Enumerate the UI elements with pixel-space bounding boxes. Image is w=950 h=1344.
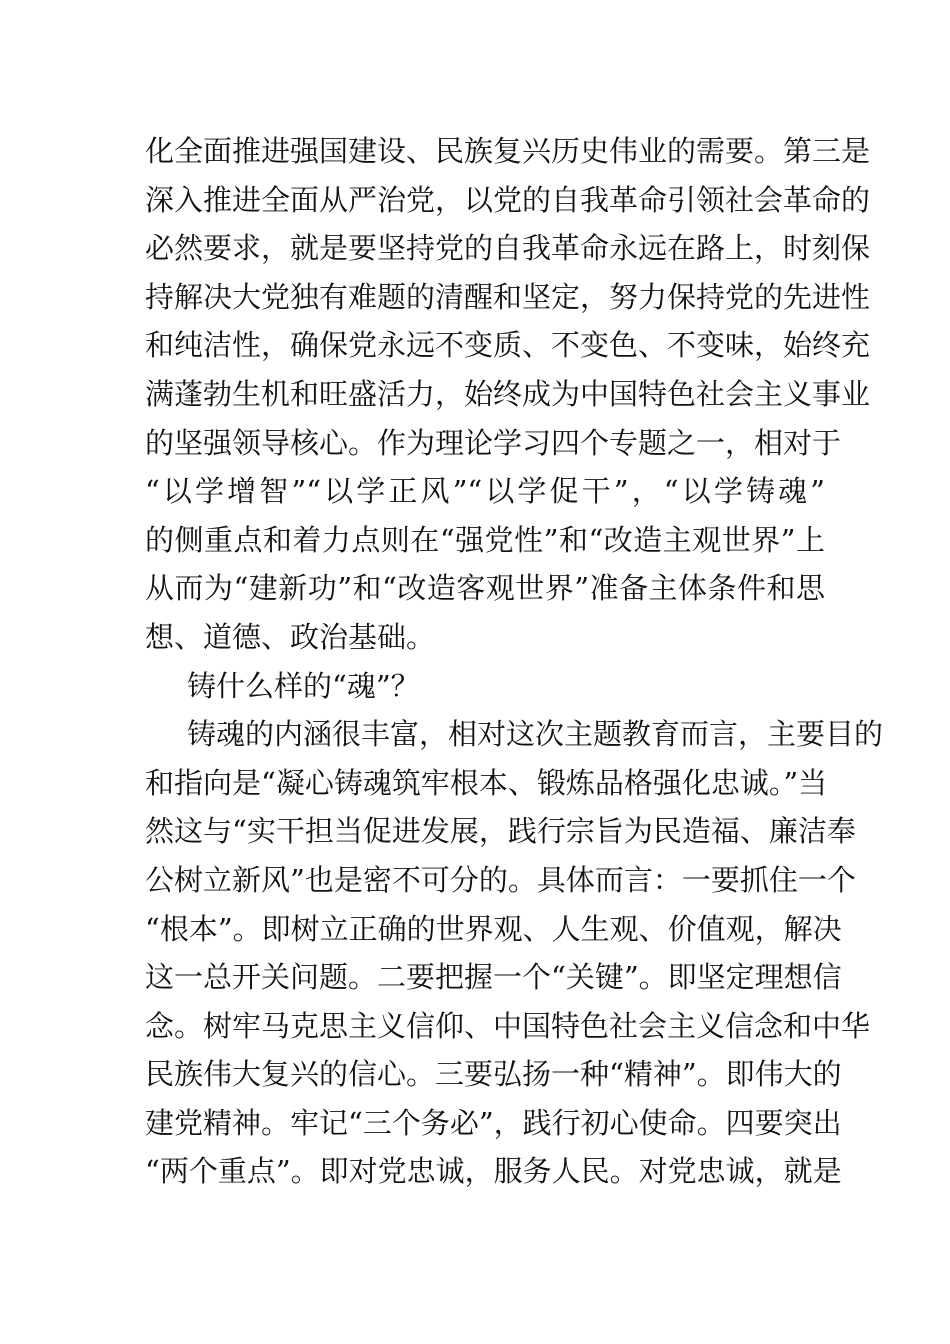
text-line: “根本”。即树立正确的世界观、人生观、价值观，解决 — [145, 911, 842, 946]
text-line: 的侧重点和着力点则在“强党性”和“改造主观世界”上 — [145, 522, 825, 557]
text-line: 建党精神。牢记“三个务必”，践行初心使命。四要突出 — [145, 1105, 842, 1140]
section-heading: 铸什么样的“魂”？ — [187, 668, 420, 703]
text-line: 和指向是“凝心铸魂筑牢根本、锻炼品格强化忠诚。”当 — [145, 765, 828, 800]
text-line: 念。树牢马克思主义信仰、中国特色社会主义信念和中华 — [145, 1008, 871, 1043]
body-text — [145, 127, 884, 1196]
text-line: 化全面推进强国建设、民族复兴历史伟业的需要。第三是 — [145, 134, 871, 168]
text-line: 从而为“建新功”和“改造客观世界”准备主体条件和思 — [145, 571, 825, 606]
text-line: 必然要求，就是要坚持党的自我革命永远在路上，时刻保 — [145, 231, 871, 266]
text-line: 然这与“实干担当促进发展，践行宗旨为民造福、廉洁奉 — [145, 814, 856, 849]
text-line: 和纯洁性，确保党永远不变质、不变色、不变味，始终充 — [145, 328, 871, 363]
text-line: 的坚强领导核心。作为理论学习四个专题之一，相对于 — [145, 425, 842, 460]
text-line: 民族伟大复兴的信心。三要弘扬一种“精神”。即伟大的 — [145, 1057, 842, 1092]
text-line: 想、道德、政治基础。 — [145, 619, 436, 654]
text-line: “两个重点”。即对党忠诚，服务人民。对党忠诚，就是 — [145, 1154, 842, 1189]
paragraph-first-line: 铸魂的内涵很丰富，相对这次主题教育而言，主要目的 — [187, 717, 884, 752]
text-line: 深入推进全面从严治党，以党的自我革命引领社会革命的 — [145, 182, 871, 217]
text-line: 公树立新风”也是密不可分的。具体而言：一要抓住一个 — [145, 862, 856, 897]
text-line: “以学增智”“以学正风”“以学促干”，“以学铸魂” — [145, 474, 825, 509]
text-line: 持解决大党独有难题的清醒和坚定，努力保持党的先进性 — [145, 279, 871, 314]
text-line: 满蓬勃生机和旺盛活力，始终成为中国特色社会主义事业 — [145, 376, 871, 411]
text-line: 这一总开关问题。二要把握一个“关键”。即坚定理想信 — [145, 960, 842, 995]
